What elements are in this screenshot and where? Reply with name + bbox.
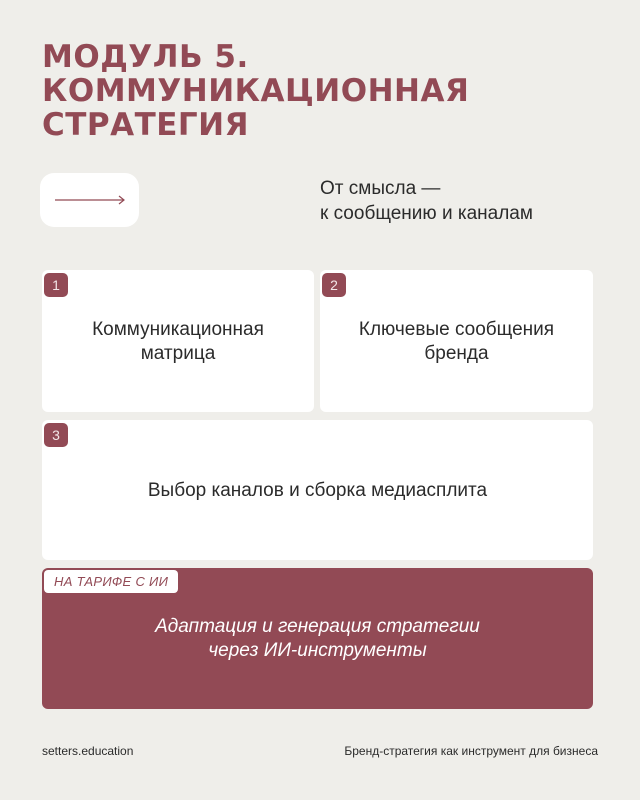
card-label-line: Ключевые сообщения: [358, 319, 555, 340]
card-number-badge: 2: [322, 273, 346, 297]
page-title: [42, 40, 602, 142]
card-label-line: матрица: [140, 343, 216, 364]
title-line-2: КОММУНИКАЦИОННАЯ: [42, 73, 470, 109]
card-number-badge: 1: [44, 273, 68, 297]
arrow-right-icon: [54, 193, 126, 207]
ai-label-line-1: Адаптация и генерация стратегии: [155, 616, 480, 637]
ai-tariff-tag: НА ТАРИФЕ С ИИ: [44, 570, 178, 593]
card-label-line: Коммуникационная: [92, 319, 264, 340]
card-label-line: Выбор каналов и сборка медиасплита: [147, 480, 488, 501]
title-line-3: СТРАТЕГИЯ: [42, 107, 249, 143]
intro-line-2: к сообщению и каналам: [320, 203, 533, 224]
ai-label-line-2: через ИИ-инструменты: [208, 640, 427, 661]
ai-tariff-block: [42, 568, 593, 709]
card-key-messages: [320, 270, 593, 412]
footer-tagline: Бренд-стратегия как инструмент для бизнеса: [344, 744, 598, 758]
intro-line-1: От смысла —: [320, 178, 441, 199]
card-channel-selection: [42, 420, 593, 560]
card-communication-matrix: [42, 270, 314, 412]
card-label: [320, 318, 593, 366]
card-label: [42, 479, 593, 503]
footer-site: setters.education: [42, 744, 134, 758]
card-label-line: бренда: [424, 343, 489, 364]
arrow-pill: [40, 173, 139, 227]
intro-text: [320, 176, 610, 226]
title-line-1: МОДУЛЬ 5.: [42, 39, 249, 75]
ai-block-label: [42, 615, 593, 663]
card-label: [42, 318, 314, 366]
card-number-badge: 3: [44, 423, 68, 447]
